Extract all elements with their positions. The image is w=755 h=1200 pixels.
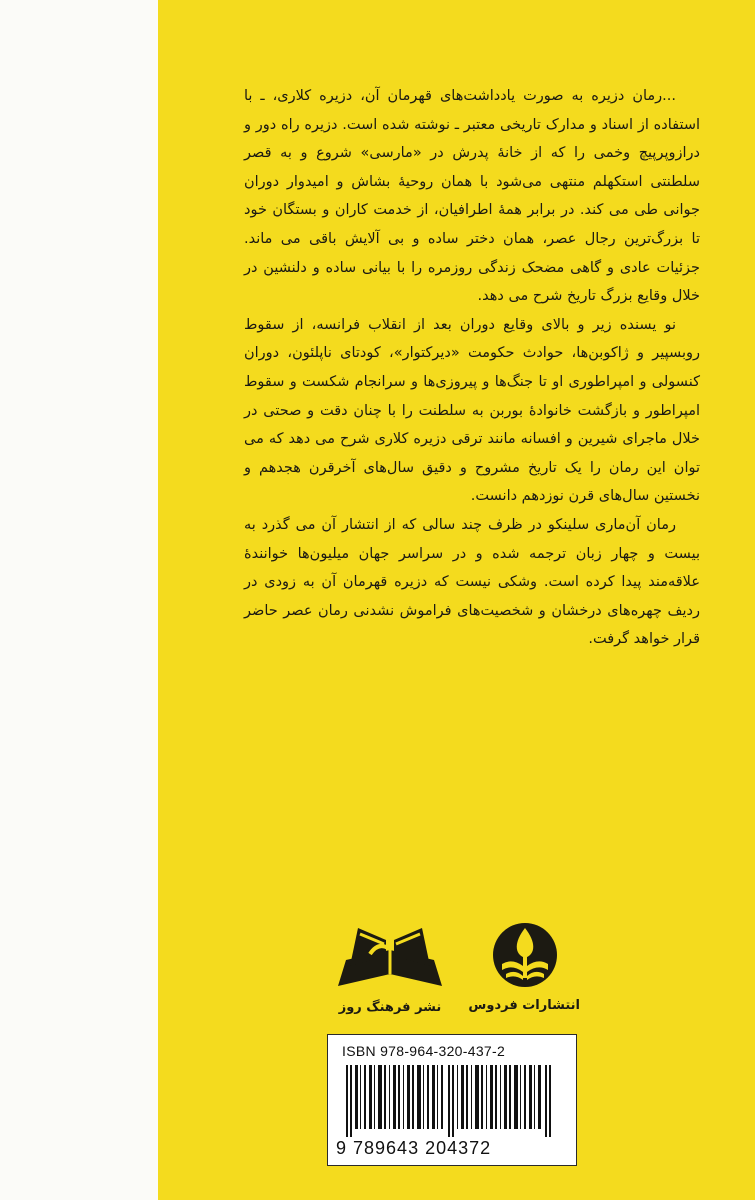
blurb-paragraph-1: ...رمان دزیره به صورت یادداشت‌های قهرمان آن، دزیره کلاری، ـ با استفاده از اسناد و مدارک تاریخی معتبر ـ نوشته شده است. دزیره راه دور و درازوپرپیچ وخمی را که از خانهٔ پدرش در «مارسی» شروع و به قصر سلطنتی استکهلم منتهی می‌شود با همان روحیهٔ بشاش و امیدوار دوران جوانی طی می کند. در برابر همهٔ اطرافیان، از خدمت کاران و بستگان خود تا بزرگ‌ترین رجال عصر، همان دختر ساده و بی آلایش باقی می ماند. جزئیات عادی و گاهی مضحک زندگی روزمره را با بیانی ساده و دلنشین در خلال وقایع بزرگ تاریخ شرح می دهد. [244, 88, 700, 305]
ferdows-publisher [470, 920, 580, 1013]
farhang-rooz-label: نشر فرهنگ روز [338, 1000, 442, 1015]
isbn-label: ISBN 978-964-320-437-2 [342, 1043, 506, 1059]
ferdows-label: انتشارات فردوس [468, 998, 580, 1013]
isbn-digits: 9 789643 204372 [336, 1138, 492, 1158]
farhang-rooz-publisher [320, 920, 460, 1015]
isbn-barcode [327, 1034, 577, 1166]
barcode-icon [340, 1065, 566, 1137]
publisher-logos [320, 920, 580, 1030]
blurb-paragraph-3: رمان آن‌ماری سلینکو در ظرف چند سالی که از انتشار آن می گذرد به بیست و چهار زبان ترجمه شده و در سراسر جهان میلیون‌ها خوانندهٔ علاقه‌مند پیدا کرده است. وشکی نیست که دزیره قهرمان آن به زودی در ردیف چهره‌های درخشان و شخصیت‌های فراموش نشدنی رمان عصر حاضر قرار خواهد گرفت. [244, 516, 700, 648]
open-book-logo-icon [330, 920, 450, 992]
blurb-paragraph-2: نو یسنده زیر و بالای وقایع دوران بعد از انقلاب فرانسه، از سقوط روبسپیر و ژاکوبن‌ها، حوادث حکومت «دیرکتوار»، کودتای ناپلئون، دوران کنسولی و امپراطوری او تا جنگ‌ها و پیروزی‌ها و سرانجام شکست و سقوط امپراطور و بازگشت خانوادهٔ بوربن به سلطنت را با چنان دقت و صحتی در خلال ماجرای شیرین و افسانه مانند ترقی دزیره کلاری شرح می دهد که می توان این رمان را یک تاریخ مشروح و دقیق سال‌های آخرقرن هجدهم و نخستین سال‌های قرن نوزدهم دانست. [244, 316, 700, 505]
ferdows-logo-icon [490, 920, 560, 990]
blurb-text [244, 82, 700, 654]
